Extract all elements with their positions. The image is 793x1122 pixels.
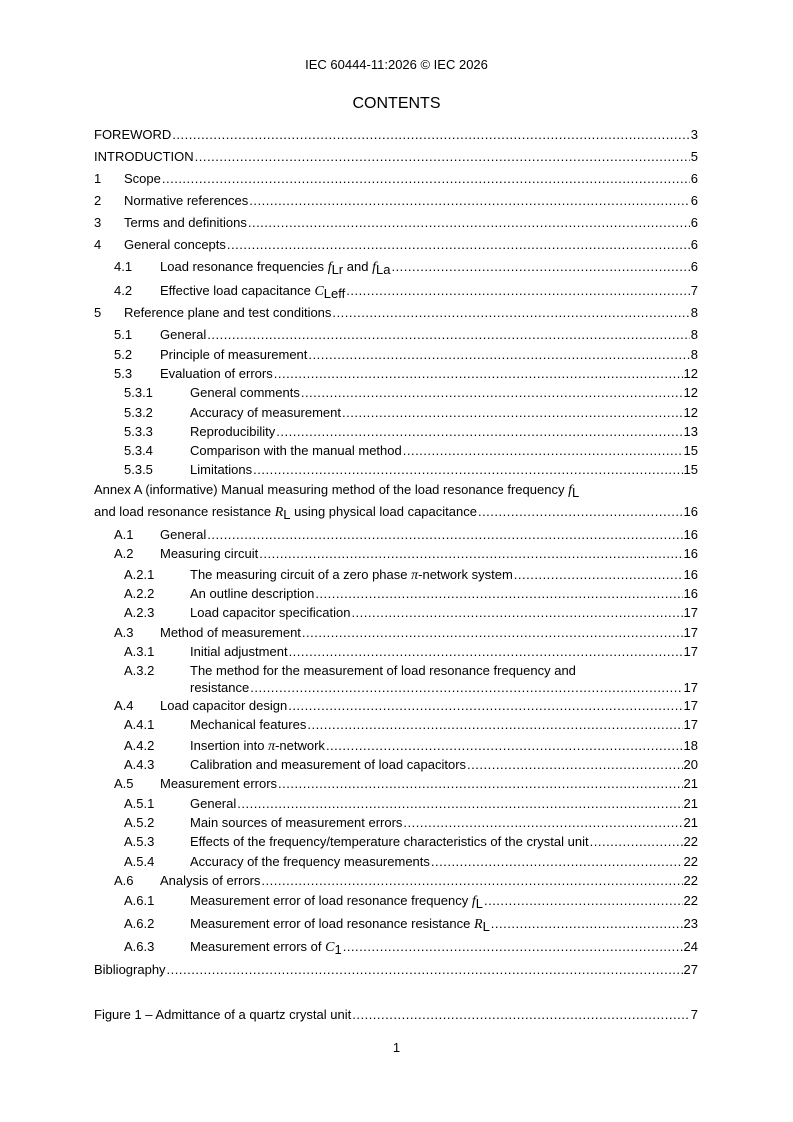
toc-entry-a-6-1[interactable]: A.6.1 Measurement error of load resonance frequency fL ..... 22 bbox=[94, 893, 698, 910]
symbol-pi: π bbox=[268, 739, 276, 754]
toc-entry-a-6-2[interactable]: A.6.2 Measurement error of load resonance resistance RL ..... 23 bbox=[94, 916, 698, 933]
toc-entry-figure-1[interactable]: Figure 1 – Admittance of a quartz crystal unit ..... 7 bbox=[94, 1007, 698, 1023]
toc-entry-bibliography[interactable]: Bibliography ..... 27 bbox=[94, 962, 698, 978]
toc-entry-5-3-1[interactable]: 5.3.1 General comments ..... 12 bbox=[94, 385, 698, 401]
toc-entry-a-3-2[interactable]: A.3.2 The method for the measurement of load resonance frequency and resistance ..... 17 bbox=[94, 663, 698, 696]
toc-entry-a-5-3[interactable]: A.5.3 Effects of the frequency/temperature characteristics of the crystal unit ..... 22 bbox=[94, 834, 698, 850]
toc-entry-5-3-5[interactable]: 5.3.5 Limitations ..... 15 bbox=[94, 462, 698, 478]
toc-entry-foreword[interactable]: FOREWORD ..... 3 bbox=[94, 127, 698, 143]
toc-entry-a-2-3[interactable]: A.2.3 Load capacitor specification ..... 17 bbox=[94, 605, 698, 621]
toc-entry-a-4-1[interactable]: A.4.1 Mechanical features ..... 17 bbox=[94, 717, 698, 733]
toc-entry-a-2-2[interactable]: A.2.2 An outline description ..... 16 bbox=[94, 586, 698, 602]
toc-entry-1[interactable]: 1 Scope ..... 6 bbox=[94, 171, 698, 187]
toc-entry-5-3-2[interactable]: 5.3.2 Accuracy of measurement ..... 12 bbox=[94, 405, 698, 421]
toc-entry-a-4[interactable]: A.4 Load capacitor design ..... 17 bbox=[94, 698, 698, 714]
symbol-f: f bbox=[471, 894, 476, 909]
toc-entry-4-1[interactable]: 4.1 Load resonance frequencies fLr and fLa ..... 6 bbox=[94, 259, 698, 276]
toc-entry-a-3-1[interactable]: A.3.1 Initial adjustment ..... 17 bbox=[94, 644, 698, 660]
toc-entry-4-2[interactable]: 4.2 Effective load capacitance CLeff ..... 7 bbox=[94, 283, 698, 300]
toc-entry-5[interactable]: 5 Reference plane and test conditions ..... 8 bbox=[94, 305, 698, 321]
toc-entry-a-2[interactable]: A.2 Measuring circuit ..... 16 bbox=[94, 546, 698, 562]
symbol-f: f bbox=[372, 260, 376, 275]
toc-entry-a-4-3[interactable]: A.4.3 Calibration and measurement of load capacitors ..... 20 bbox=[94, 757, 698, 773]
toc-entry-5-3[interactable]: 5.3 Evaluation of errors ..... 12 bbox=[94, 366, 698, 382]
toc-entry-a-1[interactable]: A.1 General ..... 16 bbox=[94, 527, 698, 543]
page-title: CONTENTS bbox=[352, 95, 441, 112]
symbol-r: R bbox=[274, 505, 284, 520]
toc-entry-a-2-1[interactable]: A.2.1 The measuring circuit of a zero phase π-network system ..... 16 bbox=[94, 567, 698, 584]
toc-entry-a-5-4[interactable]: A.5.4 Accuracy of the frequency measurements ..... 22 bbox=[94, 854, 698, 870]
toc-entry-a-6-3[interactable]: A.6.3 Measurement errors of C1 ..... 24 bbox=[94, 939, 698, 956]
symbol-c: C bbox=[314, 284, 324, 299]
symbol-r: R bbox=[474, 917, 483, 932]
toc-entry-5-3-4[interactable]: 5.3.4 Comparison with the manual method ..... 15 bbox=[94, 443, 698, 459]
toc-entry-introduction[interactable]: INTRODUCTION ..... 5 bbox=[94, 149, 698, 165]
toc-entry-a-5-1[interactable]: A.5.1 General ..... 21 bbox=[94, 796, 698, 812]
toc-entry-5-2[interactable]: 5.2 Principle of measurement ..... 8 bbox=[94, 347, 698, 363]
toc-entry-5-1[interactable]: 5.1 General ..... 8 bbox=[94, 327, 698, 343]
symbol-f: f bbox=[568, 483, 572, 498]
page-number: 1 bbox=[392, 1040, 401, 1055]
symbol-f: f bbox=[327, 260, 332, 275]
toc-entry-a-4-2[interactable]: A.4.2 Insertion into π-network ..... 18 bbox=[94, 738, 698, 755]
toc-entry-3[interactable]: 3 Terms and definitions ..... 6 bbox=[94, 215, 698, 231]
toc-entry-a-3[interactable]: A.3 Method of measurement ..... 17 bbox=[94, 625, 698, 641]
toc-entry-2[interactable]: 2 Normative references ..... 6 bbox=[94, 193, 698, 209]
toc-entry-a-5[interactable]: A.5 Measurement errors ..... 21 bbox=[94, 776, 698, 792]
toc-entry-5-3-3[interactable]: 5.3.3 Reproducibility ..... 13 bbox=[94, 424, 698, 440]
toc-entry-4[interactable]: 4 General concepts ..... 6 bbox=[94, 237, 698, 253]
toc-entry-a-5-2[interactable]: A.5.2 Main sources of measurement errors ..... 21 bbox=[94, 815, 698, 831]
running-header: IEC 60444-11:2026 © IEC 2026 bbox=[305, 57, 488, 72]
symbol-c: C bbox=[325, 940, 335, 955]
symbol-pi: π bbox=[411, 568, 419, 583]
toc-entry-a-6[interactable]: A.6 Analysis of errors ..... 22 bbox=[94, 873, 698, 889]
toc-entry-annex-a[interactable]: Annex A (informative) Manual measuring method of the load resonance frequency fL and load resonance resistance RL using physical load capacitance ..... 16 bbox=[94, 482, 698, 521]
